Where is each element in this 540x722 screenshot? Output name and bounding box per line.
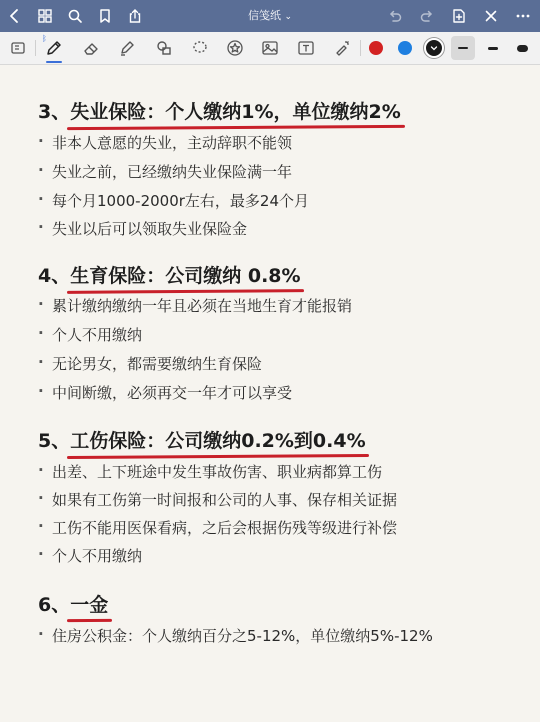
list-item: · 如果有工伤第一时间报和公司的人事、保存相关证据 bbox=[44, 489, 397, 510]
stroke-width-thick[interactable] bbox=[510, 36, 534, 60]
back-chevron-icon[interactable] bbox=[6, 7, 24, 25]
list-item: · 工伤不能用医保看病，之后会根据伤残等级进行补偿 bbox=[44, 517, 397, 538]
section-title: 一金 bbox=[70, 590, 108, 617]
color-swatch-black[interactable] bbox=[424, 38, 444, 58]
note-page[interactable] bbox=[0, 65, 540, 722]
section-number: 3、 bbox=[38, 101, 71, 123]
list-item: · 个人不用缴纳 bbox=[44, 545, 142, 566]
eraser-tool-icon[interactable] bbox=[80, 36, 104, 60]
section-heading bbox=[38, 426, 366, 453]
highlighter-tool-icon[interactable] bbox=[115, 36, 139, 60]
close-icon[interactable] bbox=[482, 7, 500, 25]
stroke-width-thin[interactable] bbox=[451, 36, 475, 60]
section-number: 4、 bbox=[38, 265, 71, 287]
share-icon[interactable] bbox=[126, 7, 144, 25]
search-icon[interactable] bbox=[66, 7, 84, 25]
shape-tool-icon[interactable] bbox=[152, 36, 176, 60]
laser-pointer-icon[interactable] bbox=[330, 36, 354, 60]
undo-icon[interactable] bbox=[386, 7, 404, 25]
document-title[interactable] bbox=[248, 9, 292, 22]
list-item: · 出差、上下班途中发生事故伤害、职业病都算工伤 bbox=[44, 461, 382, 482]
bluetooth-icon: ᛒ bbox=[42, 34, 47, 43]
more-options-icon[interactable] bbox=[514, 7, 532, 25]
chevron-down-icon: ⌄ bbox=[284, 12, 293, 22]
section-number: 6、 bbox=[38, 594, 71, 616]
color-swatch-blue[interactable] bbox=[398, 41, 412, 55]
text-tool-icon[interactable] bbox=[294, 36, 318, 60]
chevron-down-icon bbox=[428, 42, 440, 54]
section-title: 生育保险：公司缴纳 0.8% bbox=[70, 261, 300, 288]
list-item: · 累计缴纳缴纳一年且必须在当地生育才能报销 bbox=[44, 295, 352, 316]
top-navigation-bar bbox=[0, 0, 540, 32]
section-heading bbox=[38, 590, 108, 617]
section-heading bbox=[38, 97, 401, 124]
pen-tool-icon[interactable] bbox=[42, 36, 66, 60]
redo-icon[interactable] bbox=[418, 7, 436, 25]
list-item: · 中间断缴，必须再交一年才可以享受 bbox=[44, 382, 292, 403]
add-page-icon[interactable] bbox=[450, 7, 468, 25]
sticker-star-icon[interactable] bbox=[223, 36, 247, 60]
read-only-mode-icon[interactable] bbox=[6, 36, 30, 60]
image-tool-icon[interactable] bbox=[258, 36, 282, 60]
section-number: 5、 bbox=[38, 430, 71, 452]
lasso-tool-icon[interactable] bbox=[188, 36, 212, 60]
section-title: 失业保险：个人缴纳1%，单位缴纳2% bbox=[70, 97, 401, 124]
list-item: · 失业之前，已经缴纳失业保险满一年 bbox=[44, 161, 292, 182]
list-item: · 住房公积金：个人缴纳百分之5-12%，单位缴纳5%-12% bbox=[44, 625, 433, 646]
list-item: · 个人不用缴纳 bbox=[44, 324, 142, 345]
document-title-text: 信笺纸 bbox=[247, 9, 281, 22]
toolbar-divider bbox=[35, 40, 36, 56]
section-heading bbox=[38, 261, 301, 288]
stroke-width-medium[interactable] bbox=[481, 36, 505, 60]
grid-view-icon[interactable] bbox=[36, 7, 54, 25]
list-item: · 失业以后可以领取失业保险金 bbox=[44, 218, 247, 239]
drawing-toolbar bbox=[0, 32, 540, 65]
bookmark-icon[interactable] bbox=[96, 7, 114, 25]
toolbar-divider bbox=[360, 40, 361, 56]
list-item: · 无论男女，都需要缴纳生育保险 bbox=[44, 353, 262, 374]
section-title: 工伤保险：公司缴纳0.2%到0.4% bbox=[70, 426, 365, 453]
list-item: · 每个月1000-2000r左右，最多24个月 bbox=[44, 190, 309, 211]
list-item: · 非本人意愿的失业，主动辞职不能领 bbox=[44, 132, 292, 153]
color-swatch-red[interactable] bbox=[369, 41, 383, 55]
